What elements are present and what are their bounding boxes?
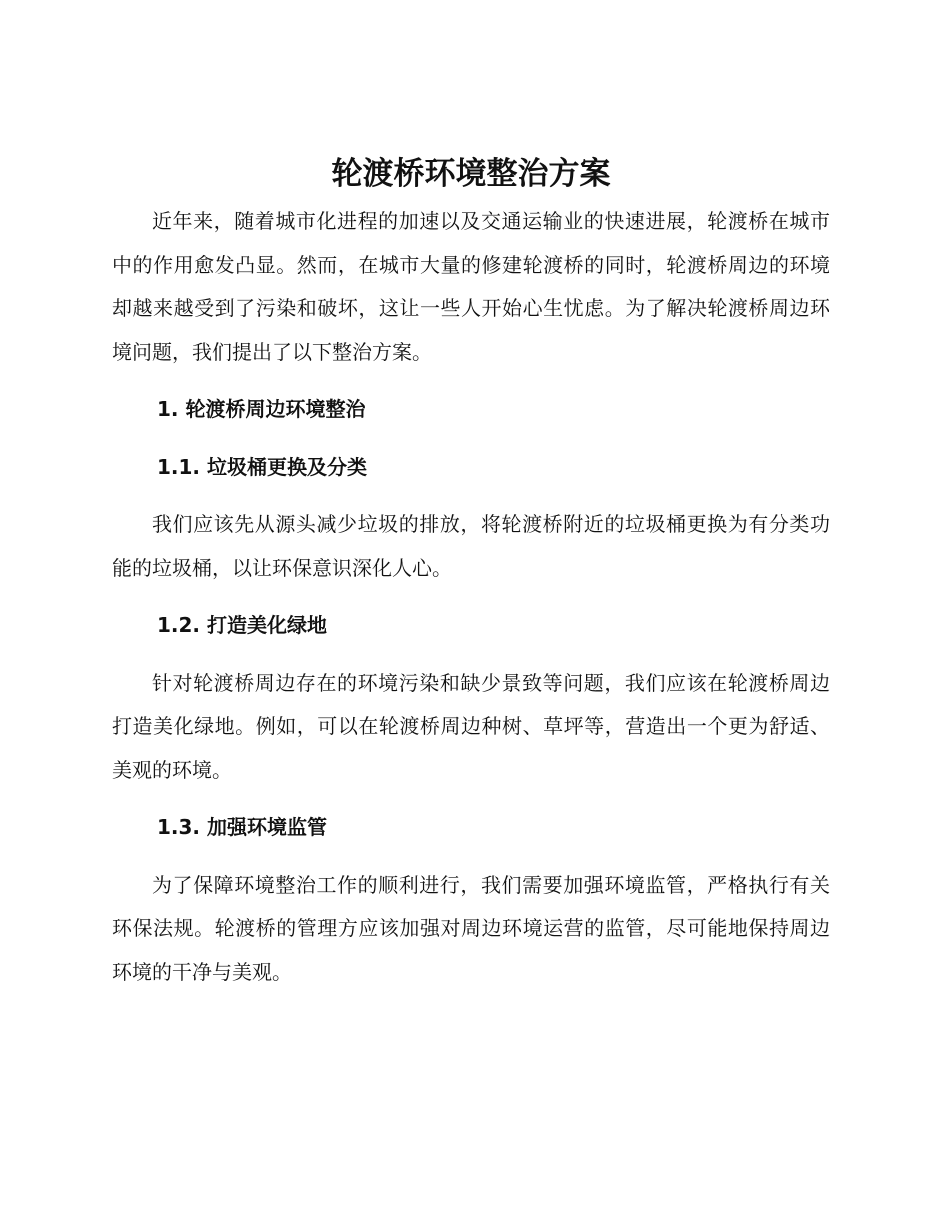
section-1-2-heading: 1.2. 打造美化绿地	[157, 613, 327, 637]
section-1-3-paragraph: 为了保障环境整治工作的顺利进行，我们需要加强环境监管，严格执行有关环保法规。轮渡桥的管理方应该加强对周边环境运营的监管，尽可能地保持周边环境的干净与美观。	[112, 872, 830, 984]
section-1-heading: 1. 轮渡桥周边环境整治	[157, 397, 366, 421]
document-title: 轮渡桥环境整治方案	[331, 156, 611, 192]
document-page	[112, 150, 830, 994]
section-1-2-paragraph: 针对轮渡桥周边存在的环境污染和缺少景致等问题，我们应该在轮渡桥周边打造美化绿地。例如，可以在轮渡桥周边种树、草坪等，营造出一个更为舒适、美观的环境。	[112, 670, 830, 782]
intro-paragraph: 近年来，随着城市化进程的加速以及交通运输业的快速进展，轮渡桥在城市中的作用愈发凸显。然而，在城市大量的修建轮渡桥的同时，轮渡桥周边的环境却越来越受到了污染和破坏，这让一些人开始心生忧虑。为了解决轮渡桥周边环境问题，我们提出了以下整治方案。	[112, 209, 830, 364]
section-1-1-paragraph: 我们应该先从源头减少垃圾的排放，将轮渡桥附近的垃圾桶更换为有分类功能的垃圾桶，以让环保意识深化人心。	[112, 512, 830, 580]
section-1-1-heading: 1.1. 垃圾桶更换及分类	[157, 454, 367, 479]
section-1-3-heading: 1.3. 加强环境监管	[157, 815, 327, 839]
